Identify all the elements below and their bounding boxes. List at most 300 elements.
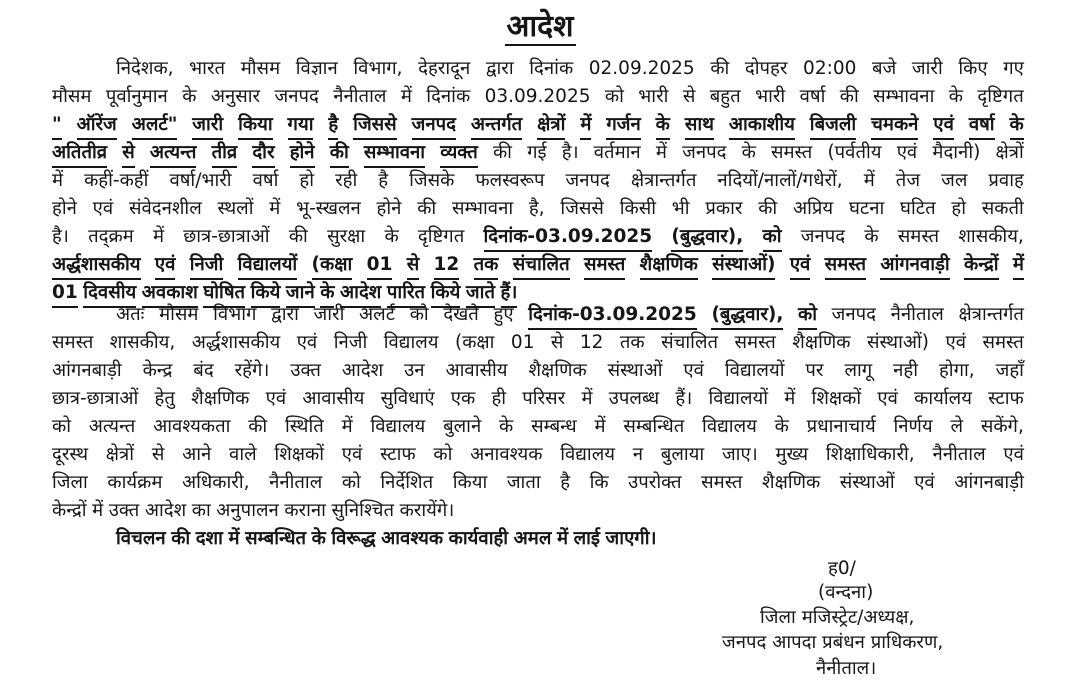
- word: घटित: [900, 198, 936, 219]
- word: मौसम: [240, 58, 281, 79]
- word: अप्रिय: [792, 198, 834, 219]
- word: एवं: [945, 332, 967, 353]
- word: समस्त: [897, 226, 940, 247]
- word: से: [122, 139, 135, 168]
- word: हो: [951, 198, 967, 219]
- word: में: [556, 528, 569, 549]
- word: आवासीय: [445, 360, 508, 381]
- word: नैनीताल: [269, 472, 323, 493]
- word: एवं: [92, 198, 114, 219]
- word: का: [191, 500, 211, 521]
- word: में: [655, 142, 667, 163]
- word: अलर्ट": [132, 111, 178, 140]
- word: विभाग,: [353, 58, 403, 79]
- word: को: [433, 444, 453, 465]
- text-line: [52, 195, 1024, 222]
- text-line: [52, 223, 1024, 252]
- word: वर्षा: [252, 170, 279, 191]
- word: की: [417, 198, 437, 219]
- word: में: [400, 86, 412, 107]
- word: में: [594, 416, 606, 437]
- word: एवं: [790, 251, 811, 280]
- word: दोपहर: [744, 58, 788, 79]
- word: दौर: [252, 139, 274, 168]
- word: में: [581, 388, 593, 409]
- word: दृष्टिगत: [417, 226, 465, 247]
- word: दिनांक-03.09.2025: [528, 301, 697, 330]
- word: उक्त: [290, 360, 321, 381]
- word: जनपद: [274, 86, 319, 107]
- text-line: [52, 441, 1024, 468]
- word: हैं।: [501, 279, 518, 308]
- word: किये: [431, 279, 461, 308]
- word: बहुत: [709, 86, 741, 107]
- word: में: [52, 170, 64, 191]
- text-line: [52, 251, 1024, 280]
- word: दशा: [195, 528, 223, 549]
- word: 12: [434, 251, 460, 280]
- word: साथ: [685, 111, 714, 140]
- word: प्रकार: [705, 198, 743, 219]
- word: जिला: [52, 472, 88, 493]
- word: द्वारा: [271, 304, 299, 325]
- word: तीव्र: [212, 139, 238, 168]
- word: निर्देशित: [380, 472, 434, 493]
- word: विरूद्ध: [331, 528, 376, 549]
- word: तद्क्रम: [88, 226, 134, 247]
- word: (पर्वतीय: [827, 142, 882, 163]
- word: (कक्षा: [454, 332, 495, 353]
- word: पूर्वानुमान: [105, 86, 168, 107]
- word: के: [311, 528, 326, 549]
- word: के: [320, 279, 334, 308]
- word: ऑरेंज: [77, 111, 117, 140]
- word: लाई: [573, 528, 600, 549]
- word: हेतु: [154, 388, 175, 409]
- word: स्टाफ: [380, 444, 416, 465]
- word: की: [171, 528, 191, 549]
- word: 01: [52, 279, 78, 308]
- word: जाएगी।: [605, 528, 657, 549]
- word: संचालित: [661, 332, 719, 353]
- word: कार्यक्रम: [107, 472, 163, 493]
- word: समस्त: [584, 251, 625, 280]
- word: घोषित: [203, 279, 245, 308]
- word: में: [269, 198, 281, 219]
- word: आने: [182, 444, 212, 465]
- word: कहीं-कहीं: [84, 170, 149, 191]
- word: आंगनबाड़ी: [954, 472, 1024, 493]
- word: जाने: [286, 279, 315, 308]
- word: ले: [950, 416, 964, 437]
- word: आदेश: [341, 360, 384, 381]
- word: एक: [450, 388, 476, 409]
- word: विद्यालयों: [708, 388, 769, 409]
- word: शैक्षणिक: [191, 388, 250, 409]
- word: आकाशीय: [729, 111, 795, 140]
- word: लागू: [844, 360, 873, 381]
- word: अन्तर्गत: [471, 111, 522, 140]
- word: नैनीताल: [890, 304, 944, 325]
- word: नही: [893, 360, 919, 381]
- word: प्रवाह: [988, 170, 1024, 191]
- word: जनपद: [682, 142, 727, 163]
- word: नैनीताल: [932, 444, 986, 465]
- word: जल: [941, 170, 968, 191]
- word: समस्त: [982, 332, 1024, 353]
- word: संवेदनशील: [128, 198, 202, 219]
- word: है।: [52, 226, 69, 247]
- word: के: [384, 226, 399, 247]
- word: उक्त: [108, 500, 140, 521]
- word: आदेश: [144, 500, 187, 521]
- word: अतितीव्र: [52, 139, 107, 168]
- word: विद्यालय: [560, 444, 615, 465]
- word: के: [499, 416, 514, 437]
- word: होने: [52, 198, 77, 219]
- word: बुलाने: [443, 416, 482, 437]
- word: व्यक्त: [440, 139, 478, 168]
- word: प्रधानाचार्य: [806, 416, 876, 437]
- word: 02.09.2025: [588, 58, 695, 79]
- word: एवं: [877, 388, 898, 409]
- word: किया: [238, 111, 273, 140]
- word: स्थिति: [285, 416, 324, 437]
- word: अतः: [116, 304, 145, 325]
- signature-line: ह0/: [828, 558, 856, 579]
- word: 03.09.2025: [484, 86, 591, 107]
- word: तक: [474, 251, 499, 280]
- word: सम्भावना: [873, 86, 935, 107]
- word: है: [378, 170, 389, 191]
- word: दृष्टिगत: [977, 86, 1024, 107]
- word: भू-स्खलन: [296, 198, 361, 219]
- word: जहाँ: [995, 360, 1024, 381]
- text-line: [52, 413, 1024, 440]
- signature-line: (वन्दना): [818, 582, 874, 603]
- word: तेज: [895, 170, 921, 191]
- word: छात्र-छात्राओं: [52, 388, 139, 409]
- word: 12: [579, 332, 604, 353]
- word: वर्षा: [799, 86, 826, 107]
- word: कार्यालय: [914, 388, 972, 409]
- word: मौसम: [159, 304, 199, 325]
- word: स्टाफ: [988, 388, 1024, 409]
- word: क्षेत्रान्तर्गत: [958, 304, 1024, 325]
- word: किये: [251, 279, 281, 308]
- word: विद्यालय: [370, 416, 426, 437]
- word: एवं: [296, 332, 318, 353]
- word: बंद: [193, 360, 214, 381]
- word: शिक्षाधिकारी,: [825, 444, 915, 465]
- word: एवं: [1003, 444, 1024, 465]
- word: संस्थाओं): [712, 251, 775, 280]
- word: है: [560, 472, 571, 493]
- word: में: [1013, 251, 1024, 280]
- text-line: [52, 497, 1024, 524]
- word: के: [656, 111, 670, 140]
- word: की: [758, 198, 778, 219]
- word: क्षेत्रों: [105, 444, 135, 465]
- word: के: [182, 86, 197, 107]
- word: अत्यन्त: [150, 139, 196, 168]
- word: ही: [491, 388, 507, 409]
- word: की: [710, 58, 730, 79]
- word: में: [152, 226, 165, 247]
- word: उन: [404, 360, 425, 381]
- word: को: [52, 416, 71, 437]
- word: परिसर: [522, 388, 566, 409]
- word: आवश्यक: [381, 528, 444, 549]
- word: को: [409, 304, 429, 325]
- word: सुरक्षा: [327, 226, 366, 247]
- word: आंगनबाड़ी: [52, 360, 122, 381]
- word: हो: [299, 170, 315, 191]
- word: है,: [528, 198, 545, 219]
- word: जिससे: [353, 111, 397, 140]
- word: होने: [376, 198, 402, 219]
- word: सकेंगे,: [980, 416, 1024, 437]
- word: से: [682, 86, 696, 107]
- word: एवं: [155, 251, 176, 280]
- word: में: [92, 500, 104, 521]
- word: आदेश: [340, 279, 381, 308]
- word: समस्त: [701, 472, 743, 493]
- word: घटना: [848, 198, 885, 219]
- word: क्षेत्रों: [537, 111, 565, 140]
- text-line: [52, 329, 1024, 356]
- word: अत्यन्त: [88, 416, 136, 437]
- word: जाते: [466, 279, 495, 308]
- word: सुविधाएं: [380, 388, 435, 409]
- word: में: [228, 528, 240, 549]
- word: संस्थाओं): [866, 332, 930, 353]
- word: जारी: [313, 304, 345, 325]
- word: भारत: [189, 58, 226, 79]
- word: (कक्षा: [312, 251, 353, 280]
- word: वर्षा: [969, 111, 995, 140]
- word: क्षेत्रान्तर्गत: [630, 170, 697, 191]
- word: जनपद: [800, 226, 846, 247]
- word: एवं: [341, 444, 363, 465]
- word: मौसम: [52, 86, 92, 107]
- word: के: [1010, 111, 1024, 140]
- word: सम्भावना: [451, 198, 514, 219]
- word: किए: [958, 58, 988, 79]
- word: से: [550, 332, 564, 353]
- word: के: [948, 86, 963, 107]
- word: में: [580, 111, 591, 140]
- word: अलर्ट: [359, 304, 396, 325]
- word: से: [407, 251, 420, 280]
- word: उपरोक्त: [628, 472, 682, 493]
- word: जाए।: [721, 444, 758, 465]
- word: शिक्षकों: [811, 388, 862, 409]
- word: हैं।: [675, 388, 693, 409]
- word: जनपद: [565, 170, 610, 191]
- word: कराना: [284, 500, 326, 521]
- word: मैदानी): [932, 142, 981, 163]
- word: आवश्यकता: [153, 416, 231, 437]
- word: जिसके: [409, 170, 455, 191]
- word: को: [798, 301, 817, 330]
- word: सम्बन्धित: [623, 416, 685, 437]
- word: वाले: [229, 444, 257, 465]
- word: (बुद्धवार),: [711, 301, 783, 330]
- word: जारी: [192, 111, 223, 140]
- word: भारी: [755, 86, 786, 107]
- word: अधिकारी,: [181, 472, 250, 493]
- word: किया: [452, 472, 488, 493]
- word: आवासीय: [302, 388, 365, 409]
- word: की: [492, 142, 512, 163]
- word: बुलाया: [660, 444, 705, 465]
- word: दिनांक-03.09.2025: [484, 223, 653, 252]
- word: कि: [589, 472, 609, 493]
- word: केन्द्र: [142, 360, 173, 381]
- word: तक: [619, 332, 645, 353]
- word: वर्तमान: [593, 142, 641, 163]
- word: के: [864, 226, 879, 247]
- word: की: [248, 416, 268, 437]
- word: द्वारा: [485, 58, 514, 79]
- word: चमकने: [871, 111, 918, 140]
- word: पर: [805, 360, 824, 381]
- word: क्षेत्रों: [995, 142, 1024, 163]
- word: हुए: [493, 304, 514, 325]
- word: अनुसार: [210, 86, 261, 107]
- word: अवकाश: [142, 279, 198, 308]
- word: दिनांक: [529, 58, 574, 79]
- word: विद्यालयों: [238, 251, 298, 280]
- word: होगा,: [938, 360, 975, 381]
- word: एवं: [265, 388, 287, 409]
- word: देहरादून: [418, 58, 471, 79]
- word: की: [330, 139, 349, 168]
- word: करायेंगे।: [399, 500, 455, 521]
- word: आंगनवाड़ी: [880, 251, 949, 280]
- word: होने: [290, 139, 315, 168]
- text-line: [52, 469, 1024, 496]
- word: भी: [671, 198, 690, 219]
- word: ": [52, 111, 62, 140]
- word: में: [784, 388, 796, 409]
- text-line: [52, 357, 1024, 384]
- word: वर्षा/भारी: [169, 170, 232, 191]
- word: एवं: [933, 111, 954, 140]
- word: नैनीताल: [333, 86, 387, 107]
- word: पारित: [387, 279, 425, 308]
- word: किसी: [619, 198, 657, 219]
- word: अर्द्धशासकीय: [191, 332, 281, 353]
- word: विद्यालय: [702, 416, 757, 437]
- word: में: [863, 170, 875, 191]
- word: शिक्षकों: [274, 444, 325, 465]
- word: संचालित: [513, 251, 570, 280]
- word: जाता: [506, 472, 541, 493]
- word: अर्द्धशासकीय: [52, 251, 141, 280]
- word: देखते: [443, 304, 479, 325]
- word: जनपद: [831, 304, 876, 325]
- word: समस्त: [52, 332, 94, 353]
- word: एवं: [896, 142, 918, 163]
- word: गई: [527, 142, 547, 163]
- word: न: [632, 444, 644, 465]
- word: की: [839, 86, 859, 107]
- word: भारी: [638, 86, 669, 107]
- word: अनुपालन: [216, 500, 279, 521]
- word: विद्यालय: [383, 332, 439, 353]
- word: शैक्षणिक: [792, 332, 851, 353]
- word: छात्र-छात्राओं: [183, 226, 270, 247]
- word: शैक्षणिक: [528, 360, 587, 381]
- word: की: [288, 226, 308, 247]
- word: फलस्वरूप: [475, 170, 545, 191]
- word: संस्थाओं: [839, 472, 895, 493]
- word: दिनांक: [426, 86, 471, 107]
- word: समस्त: [770, 142, 813, 163]
- word: मुख्य: [775, 444, 809, 465]
- word: सम्बन्धित: [245, 528, 307, 549]
- word: समस्त: [734, 332, 776, 353]
- word: अमल: [513, 528, 552, 549]
- text-line: [52, 167, 1024, 194]
- text-line: [52, 83, 1024, 110]
- text-line: [116, 55, 1024, 82]
- word: शासकीय,: [958, 226, 1024, 247]
- word: को: [604, 86, 624, 107]
- signature-line: जिला मजिस्ट्रेट/अध्यक्ष,: [760, 607, 915, 628]
- word: संस्थाओं: [607, 360, 663, 381]
- word: सम्बन्ध: [531, 416, 577, 437]
- word: कार्यवाही: [448, 528, 509, 549]
- word: उपलब्ध: [608, 388, 660, 409]
- word: जनपद: [412, 111, 456, 140]
- word: गया: [288, 111, 314, 140]
- word: जारी: [911, 58, 943, 79]
- text-line: [52, 385, 1024, 412]
- word: दिवसीय: [83, 279, 136, 308]
- word: बिजली: [810, 111, 856, 140]
- word: निजी: [190, 251, 224, 280]
- word: शैक्षणिक: [640, 251, 698, 280]
- word: अनावश्यक: [470, 444, 543, 465]
- signature-line: नैनीताल।: [816, 658, 877, 679]
- word: केन्द्रों: [964, 251, 999, 280]
- word: है।: [561, 142, 579, 163]
- word: रही: [335, 170, 358, 191]
- word: निजी: [333, 332, 368, 353]
- word: 01: [510, 332, 535, 353]
- word: सम्भावना: [364, 139, 425, 168]
- word: विज्ञान: [295, 58, 338, 79]
- word: केन्द्रों: [52, 500, 87, 521]
- word: निर्णय: [893, 416, 933, 437]
- word: के: [774, 416, 789, 437]
- word: सकती: [981, 198, 1024, 219]
- word: 02:00: [803, 58, 857, 79]
- word: निदेशक,: [116, 58, 174, 79]
- word: समस्त: [825, 251, 866, 280]
- word: को: [341, 472, 361, 493]
- word: गए: [1003, 58, 1024, 79]
- word: है: [328, 111, 338, 140]
- word: में: [341, 416, 353, 437]
- word: से: [151, 444, 165, 465]
- word: विद्यालयों: [724, 360, 785, 381]
- word: शैक्षणिक: [762, 472, 821, 493]
- word: विभाग: [213, 304, 257, 325]
